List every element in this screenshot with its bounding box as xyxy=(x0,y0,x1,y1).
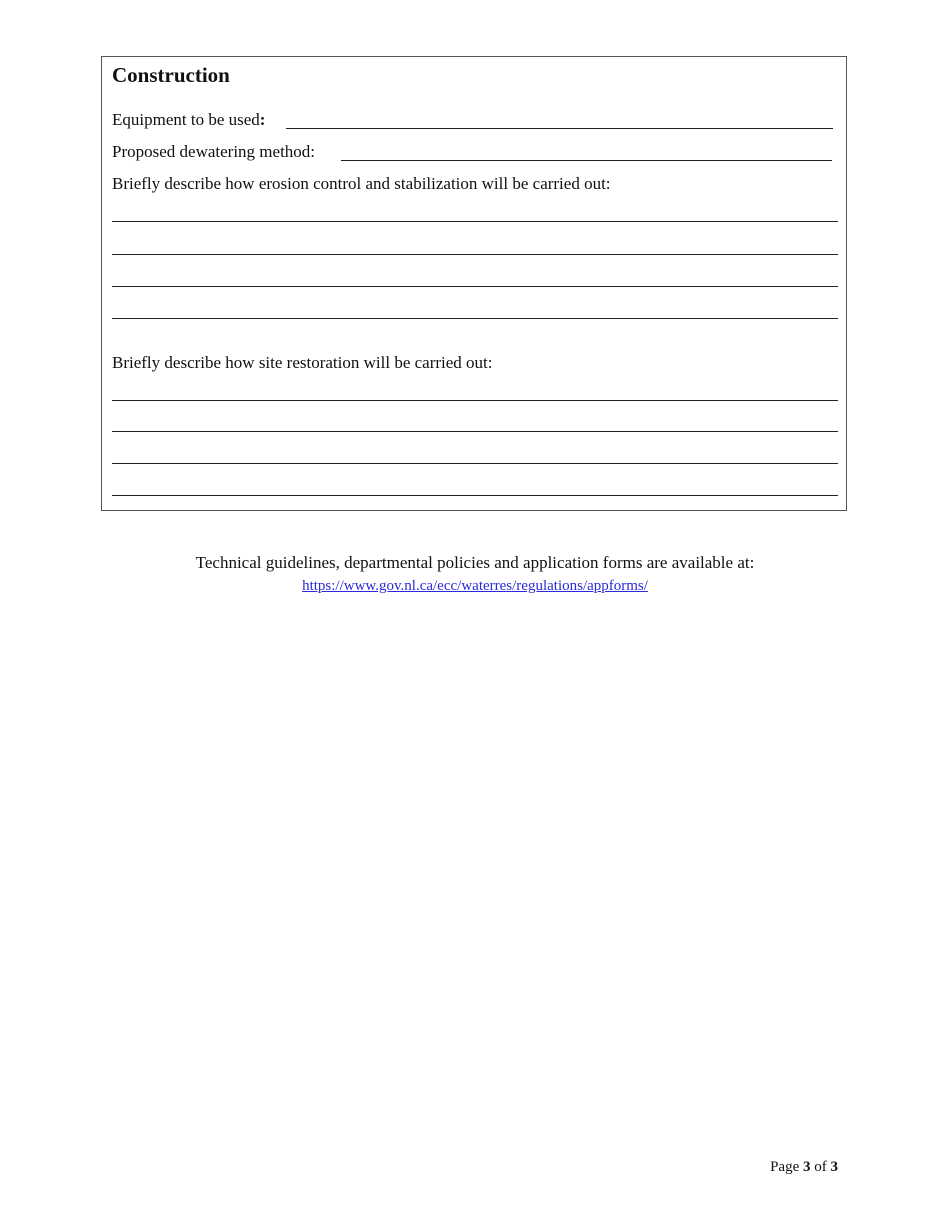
restoration-answer-line[interactable] xyxy=(112,431,838,432)
restoration-answer-line[interactable] xyxy=(112,463,838,464)
restoration-answer-line[interactable] xyxy=(112,495,838,496)
erosion-answer-line[interactable] xyxy=(112,221,838,222)
erosion-answer-line[interactable] xyxy=(112,286,838,287)
section-title: Construction xyxy=(112,63,230,87)
equipment-label: Equipment to be used: xyxy=(112,110,266,129)
equipment-input[interactable] xyxy=(286,128,833,129)
site-restoration-question: Briefly describe how site restoration will be carried out: xyxy=(112,353,493,372)
footer-text: Technical guidelines, departmental policies and application forms are available at: xyxy=(195,553,755,572)
page-number: Page 3 of 3 xyxy=(770,1159,838,1175)
erosion-answer-line[interactable] xyxy=(112,318,838,319)
dewatering-label: Proposed dewatering method: xyxy=(112,142,316,161)
dewatering-method-input[interactable] xyxy=(341,160,832,161)
erosion-answer-line[interactable] xyxy=(112,254,838,255)
appforms-link[interactable]: https://www.gov.nl.ca/ecc/waterres/regulations/appforms/ xyxy=(302,578,648,594)
erosion-control-question: Briefly describe how erosion control and stabilization will be carried out: xyxy=(112,174,611,193)
restoration-answer-line[interactable] xyxy=(112,400,838,401)
